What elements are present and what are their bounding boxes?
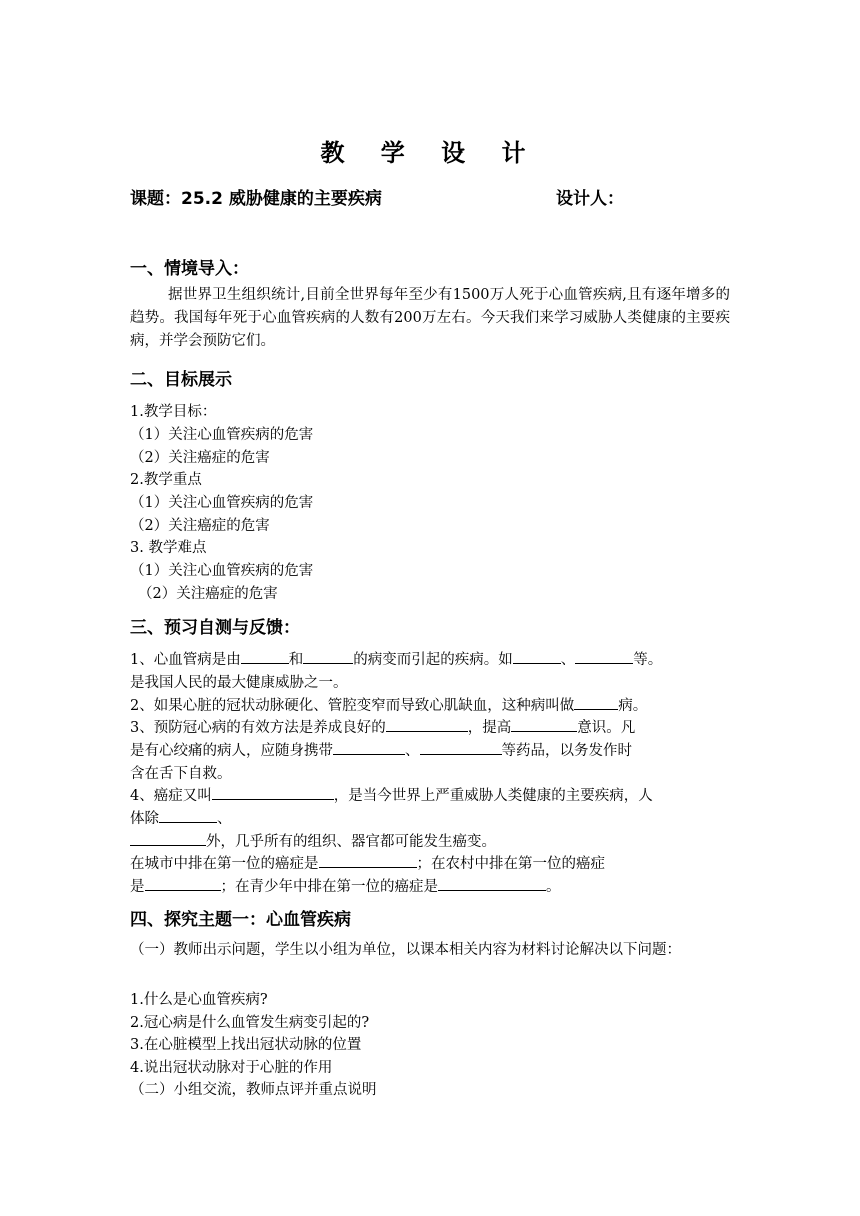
question-4: 4、癌症又叫 ，是当今世界上严重威胁人类健康的主要疾病，人	[130, 784, 653, 805]
question-1: 1、心血管病是由 和 的病变而引起的疾病。如 、 等。	[130, 648, 662, 669]
inquiry-intro: （一）教师出示问题，学生以小组为单位，以课本相关内容为材料讨论解决以下问题：	[130, 942, 681, 958]
answer-blank[interactable]	[319, 853, 417, 868]
section-heading-inquiry: 四、探究主题一：心血管疾病	[130, 910, 351, 930]
answer-blank[interactable]	[333, 740, 405, 755]
answer-blank[interactable]	[511, 717, 577, 732]
question-3-cont: 是有心绞痛的病人，应随身携带 、 等药品，以务发作时	[130, 739, 632, 760]
inquiry-step: （二）小组交流，教师点评并重点说明	[130, 1082, 377, 1098]
inquiry-question: 1.什么是心血管疾病?	[130, 992, 268, 1008]
answer-blank[interactable]	[386, 717, 468, 732]
designer-label: 设计人：	[556, 189, 624, 209]
goal-line: （2）关注癌症的危害	[130, 450, 270, 466]
question-4-cont: 外，几乎所有的组织、器官都可能发生癌变。	[130, 830, 496, 851]
answer-blank[interactable]	[145, 876, 221, 891]
inquiry-question: 2.冠心病是什么血管发生病变引起的?	[130, 1015, 370, 1031]
answer-blank[interactable]	[212, 785, 334, 800]
inquiry-question: 3.在心脏模型上找出冠状动脉的位置	[130, 1037, 362, 1053]
goal-line: （1）关注心血管疾病的危害	[130, 563, 314, 579]
question-3: 3、预防冠心病的有效方法是养成良好的 ，提高 意识。凡	[130, 716, 635, 737]
lesson-subject: 课题：25.2 威胁健康的主要疾病	[130, 189, 382, 209]
goal-line: （2）关注癌症的危害	[130, 518, 270, 534]
question-1-cont: 是我国人民的最大健康威胁之一。	[130, 675, 348, 691]
goal-line: （2）关注癌症的危害	[138, 586, 278, 602]
question-5: 在城市中排在第一位的癌症是 ；在农村中排在第一位的癌症	[130, 852, 605, 873]
answer-blank[interactable]	[241, 649, 289, 664]
goal-line: 2.教学重点	[130, 472, 202, 488]
page-title: 教 学 设 计	[320, 139, 540, 167]
section-heading-pretest: 三、预习自测与反馈：	[130, 618, 300, 638]
inquiry-question: 4.说出冠状动脉对于心脏的作用	[130, 1060, 333, 1076]
question-4-cont: 体除 、	[130, 807, 232, 828]
answer-blank[interactable]	[303, 649, 353, 664]
goal-line: 1.教学目标：	[130, 404, 217, 420]
answer-blank[interactable]	[438, 876, 546, 891]
intro-paragraph: 据世界卫生组织统计,目前全世界每年至少有1500万人死于心血管疾病,且有逐年增多的趋势。我国每年死于心血管疾病的人数有200万左右。今天我们来学习威胁人类健康的主要疾病，并学会预防它们。	[130, 287, 730, 349]
goal-line: （1）关注心血管疾病的危害	[130, 427, 314, 443]
section-heading-goals: 二、目标展示	[130, 370, 232, 390]
question-2: 2、如果心脏的冠状动脉硬化、管腔变窄而导致心肌缺血，这种病叫做 病。	[130, 694, 647, 715]
question-5-cont: 是 ；在青少年中排在第一位的癌症是 。	[130, 875, 561, 896]
answer-blank[interactable]	[574, 695, 618, 710]
question-3-cont: 含在舌下自救。	[130, 766, 232, 782]
answer-blank[interactable]	[420, 740, 502, 755]
goal-line: （1）关注心血管疾病的危害	[130, 495, 314, 511]
section-heading-intro: 一、情境导入：	[130, 259, 249, 279]
goal-line: 3. 教学难点	[130, 540, 207, 556]
answer-blank[interactable]	[513, 649, 561, 664]
answer-blank[interactable]	[130, 831, 206, 846]
answer-blank[interactable]	[575, 649, 633, 664]
answer-blank[interactable]	[159, 808, 217, 823]
